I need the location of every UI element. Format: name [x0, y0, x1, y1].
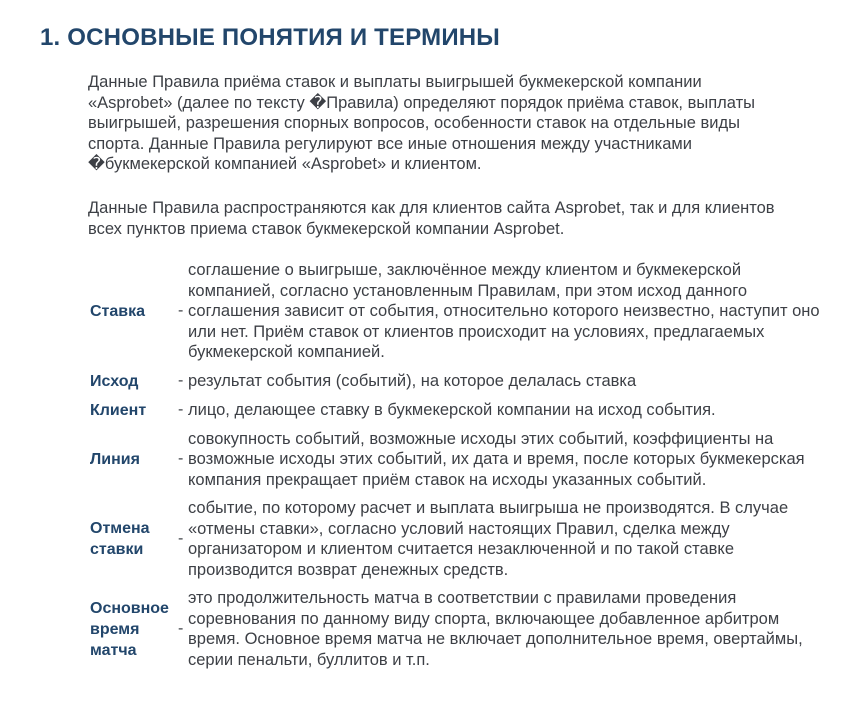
definition-row-osnovnoe-vremya [88, 588, 828, 670]
definition-text: лицо, делающее ставку в букмекерской компании на исход события. [188, 400, 716, 419]
definition-dash: - [178, 620, 184, 637]
intro-paragraph: Данные Правила приёма ставок и выплаты выигрышей букмекерской компании «Asprobet» (далее по тексту �Правила) определяют порядок приёма ставок, выплаты выигрышей, разрешения спорных вопросов, особенности ставок на отдельные виды спорта. Данные Правила регулируют все иные отношения между участниками �букмекерской компанией «Asprobet» и клиентом. [88, 73, 756, 173]
definition-term: Клиент [90, 401, 147, 419]
definition-text: результат события (событий), на которое делалась ставка [188, 371, 637, 390]
definition-term: Ставка [90, 302, 146, 320]
definition-row-otmena-stavki [88, 498, 828, 580]
definition-dash: - [178, 401, 184, 418]
definition-row-iskhod [88, 371, 828, 392]
definitions-list [88, 260, 828, 678]
definition-dash: - [178, 302, 184, 320]
definition-dash: - [178, 530, 184, 547]
definition-dash: - [178, 450, 184, 468]
definition-row-liniya [88, 429, 828, 491]
definition-term: Линия [90, 450, 140, 468]
definition-dash: - [178, 372, 184, 389]
page-title: 1. ОСНОВНЫЕ ПОНЯТИЯ И ТЕРМИНЫ [40, 24, 500, 51]
definition-text: это продолжительность матча в соответствии с правилами проведения соревнования по данному виду спорта, включающее добавленное арбитром время. Основное время матча не включает дополнительное время, овертаймы, серии пенальти, буллитов и т.п. [188, 589, 803, 669]
scope-paragraph: Данные Правила распространяются как для клиентов сайта Asprobet, так и для клиентов всех пунктов приема ставок букмекерской компании Asprobet. [88, 199, 775, 238]
definition-term: Исход [90, 372, 139, 390]
definition-row-klient [88, 400, 828, 421]
definition-text: соглашение о выигрыше, заключённое между клиентом и букмекерской компанией, согласно установленным Правилам, при этом исход данного соглашения зависит от события, относительно которого неизвестно, наступит оно или нет. Приём ставок от клиентов происходит на условиях, предлагаемых букмекерской компанией. [188, 261, 820, 361]
definition-term: Основное время матча [90, 599, 169, 659]
definition-term: Отмена ставки [90, 520, 150, 558]
definition-text: совокупность событий, возможные исходы этих событий, коэффициенты на возможные исходы этих событий, их дата и время, после которых букмекерская компания прекращает приём ставок на исходы указанных событий. [188, 429, 805, 489]
definition-row-stavka [88, 260, 828, 363]
definition-text: событие, по которому расчет и выплата выигрыша не производятся. В случае «отмены ставки», согласно условий настоящих Правил, сделка между организатором и клиентом считается незаключенной и по такой ставке производится возврат денежных средств. [188, 499, 789, 579]
